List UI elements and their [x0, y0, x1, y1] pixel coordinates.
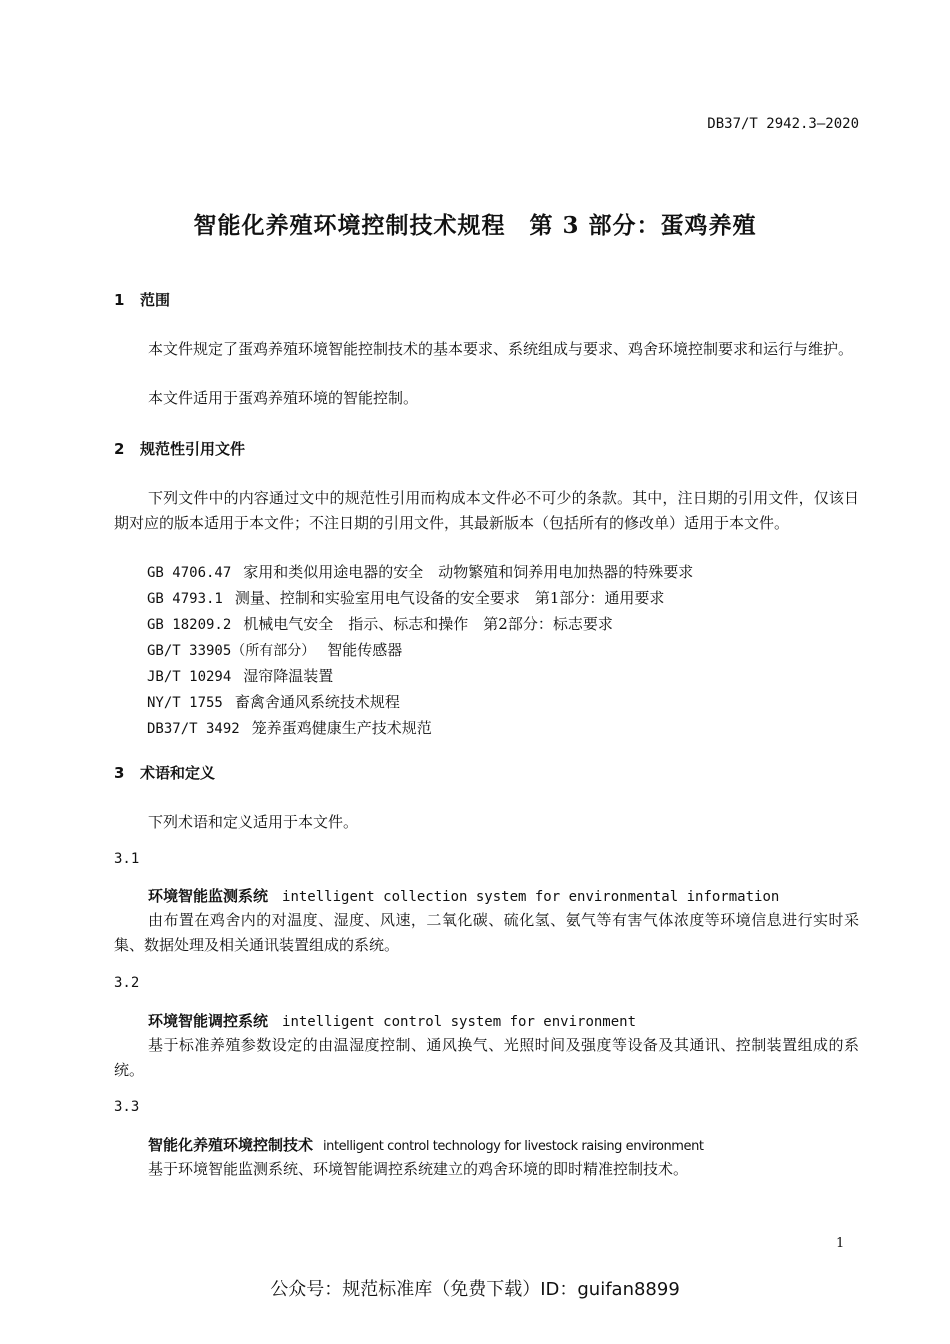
reference-code: GB 4793.1 — [147, 591, 223, 607]
section-title: 术语和定义 — [140, 764, 216, 782]
section-number: 3 — [114, 764, 125, 782]
reference-title: 畜禽舍通风系统技术规程 — [234, 693, 400, 711]
section-title: 规范性引用文件 — [140, 440, 246, 458]
term-en: intelligent control system for environment — [282, 1014, 637, 1030]
term-definition: 基于标准养殖参数设定的由温湿度控制、通风换气、光照时间及强度等设备及其通讯、控制装置组成的系统。 — [114, 1036, 859, 1079]
reference-code: GB/T 33905（所有部分） — [147, 643, 316, 659]
term-heading — [148, 1010, 636, 1031]
section-heading-normative-references — [114, 438, 245, 459]
reference-code: DB37/T 3492 — [147, 721, 240, 737]
term-zh: 智能化养殖环境控制技术 — [148, 1136, 314, 1154]
section-number: 2 — [114, 440, 125, 458]
section-title: 范围 — [140, 291, 171, 309]
scope-paragraph-2: 本文件适用于蛋鸡养殖环境的智能控制。 — [148, 389, 419, 407]
reference-item — [147, 664, 693, 690]
reference-code: GB 18209.2 — [147, 617, 232, 633]
reference-code: JB/T 10294 — [147, 669, 232, 685]
normative-references-intro: 下列文件中的内容通过文中的规范性引用而构成本文件必不可少的条款。其中，注日期的引用文件，仅该日期对应的版本适用于本文件；不注日期的引用文件，其最新版本（包括所有的修改单）适用于本文件。 — [114, 489, 859, 532]
reference-item — [147, 612, 693, 638]
term-zh: 环境智能监测系统 — [148, 887, 269, 905]
reference-item — [147, 716, 693, 742]
term-number: 3.1 — [114, 851, 140, 867]
term-en: intelligent collection system for environmental information — [282, 889, 780, 905]
document-title: 智能化养殖环境控制技术规程 第 3 部分：蛋鸡养殖 — [193, 212, 757, 239]
term-number: 3.2 — [114, 975, 140, 991]
reference-item — [147, 560, 693, 586]
reference-title: 家用和类似用途电器的安全 动物繁殖和饲养用电加热器的特殊要求 — [243, 563, 694, 581]
reference-code: GB 4706.47 — [147, 565, 232, 581]
term-heading — [148, 885, 779, 906]
document-code: DB37/T 2942.3—2020 — [707, 116, 859, 132]
reference-item — [147, 638, 693, 664]
term-number: 3.3 — [114, 1099, 140, 1115]
term-definition: 基于环境智能监测系统、环境智能调控系统建立的鸡舍环境的即时精准控制技术。 — [148, 1160, 689, 1178]
footer-watermark: 公众号：规范标准库（免费下载）ID：guifan8899 — [270, 1279, 680, 1300]
reference-title: 智能传感器 — [327, 641, 403, 659]
section-heading-terms — [114, 762, 215, 783]
term-zh: 环境智能调控系统 — [148, 1012, 269, 1030]
page-number: 1 — [836, 1236, 845, 1251]
reference-title: 机械电气安全 指示、标志和操作 第2部分：标志要求 — [243, 615, 613, 633]
reference-title: 笼养蛋鸡健康生产技术规范 — [251, 719, 432, 737]
terms-intro: 下列术语和定义适用于本文件。 — [148, 813, 359, 831]
term-definition: 由布置在鸡舍内的对温度、湿度、风速，二氧化碳、硫化氢、氨气等有害气体浓度等环境信息进行实时采集、数据处理及相关通讯装置组成的系统。 — [114, 911, 859, 954]
reference-item — [147, 586, 693, 612]
reference-list — [147, 560, 693, 742]
scope-paragraph-1: 本文件规定了蛋鸡养殖环境智能控制技术的基本要求、系统组成与要求、鸡舍环境控制要求和运行与维护。 — [148, 340, 854, 358]
term-en: intelligent control technology for livestock raising environment — [323, 1139, 704, 1154]
section-heading-scope — [114, 289, 170, 310]
reference-title: 测量、控制和实验室用电气设备的安全要求 第1部分：通用要求 — [234, 589, 665, 607]
reference-title: 湿帘降温装置 — [243, 667, 334, 685]
reference-code: NY/T 1755 — [147, 695, 223, 711]
reference-item — [147, 690, 693, 716]
section-number: 1 — [114, 291, 125, 309]
term-heading — [148, 1134, 704, 1155]
